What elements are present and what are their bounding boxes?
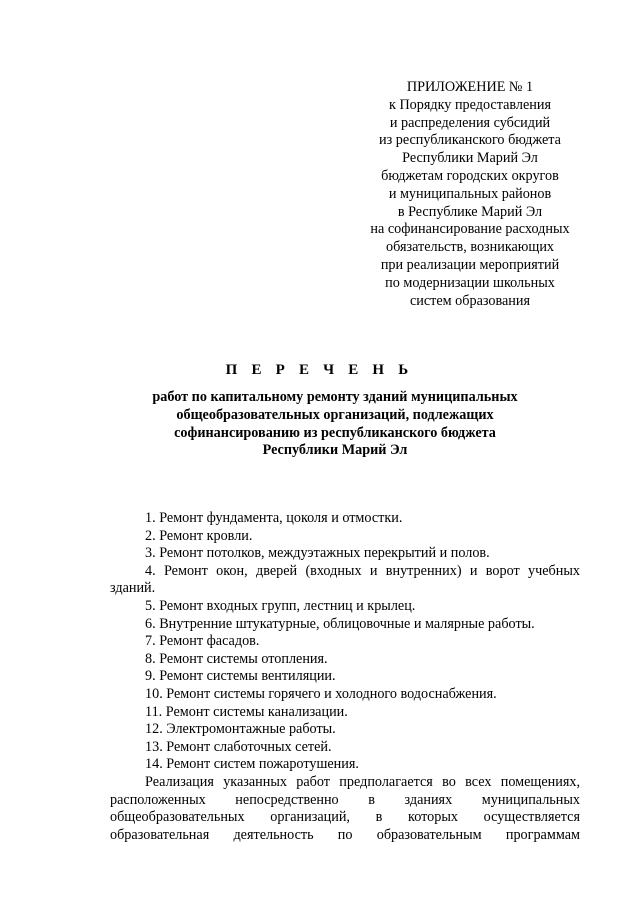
appendix-line: и муниципальных районов [388, 185, 552, 202]
appendix-line: при реализации мероприятий [380, 256, 560, 273]
document-subtitle [110, 389, 560, 460]
appendix-line: из республиканского бюджета [379, 132, 561, 149]
list-item: 6. Внутренние штукатурные, облицовочные и малярные работы. [145, 615, 535, 632]
list-item: 10. Ремонт системы горячего и холодного водоснабжения. [145, 685, 497, 702]
list-item: 5. Ремонт входных групп, лестниц и крылец. [145, 597, 416, 614]
appendix-line: бюджетам городских округов [381, 167, 559, 184]
body-paragraph [110, 774, 580, 844]
paragraph-line: образовательная деятельность по образовательным программам [110, 826, 580, 843]
paragraph-line: Реализация указанных работ предполагается во всех помещениях, [145, 773, 580, 790]
paragraph-line: расположенных непосредственно в зданиях муниципальных [110, 791, 580, 808]
appendix-line: обязательств, возникающих [385, 239, 555, 256]
list-item: 11. Ремонт системы канализации. [145, 703, 348, 720]
appendix-line: в Республике Марий Эл [397, 203, 543, 220]
list-item-line: 4. Ремонт окон, дверей (входных и внутренних) и ворот учебных [145, 562, 580, 579]
appendix-line: к Порядку предоставления [389, 96, 551, 113]
subtitle-line: общеобразовательных организаций, подлежащих [176, 406, 494, 423]
subtitle-line: софинансированию из республиканского бюджета [174, 424, 496, 441]
paragraph-line: общеобразовательных организаций, в которых осуществляется [110, 809, 580, 826]
list-item: 3. Ремонт потолков, междуэтажных перекрытий и полов. [145, 545, 490, 562]
list-item: 7. Ремонт фасадов. [145, 633, 260, 650]
list-item-continuation: зданий. [110, 580, 156, 597]
appendix-line: и распределения субсидий [389, 114, 551, 131]
list-item: 2. Ремонт кровли. [145, 527, 253, 544]
appendix-line: ПРИЛОЖЕНИЕ № 1 [406, 79, 534, 95]
list-item: 13. Ремонт слаботочных сетей. [145, 738, 332, 755]
list-item: 8. Ремонт системы отопления. [145, 650, 328, 667]
list-item: 14. Ремонт систем пожаротушения. [145, 756, 359, 773]
appendix-line: на софинансирование расходных [370, 221, 570, 238]
list-item [110, 563, 580, 581]
works-list [110, 510, 580, 844]
list-item: 12. Электромонтажные работы. [145, 721, 336, 738]
appendix-header [335, 79, 605, 310]
list-item: 9. Ремонт системы вентиляции. [145, 668, 336, 685]
appendix-line: по модернизации школьных [385, 274, 555, 291]
appendix-line: Республики Марий Эл [402, 150, 538, 167]
appendix-line: систем образования [409, 292, 531, 309]
document-title: П Е Р Е Ч Е Н Ь [225, 362, 414, 378]
subtitle-line: Республики Марий Эл [262, 442, 408, 459]
subtitle-line: работ по капитальному ремонту зданий муниципальных [152, 389, 518, 405]
list-item: 1. Ремонт фундамента, цоколя и отмостки. [145, 510, 403, 526]
